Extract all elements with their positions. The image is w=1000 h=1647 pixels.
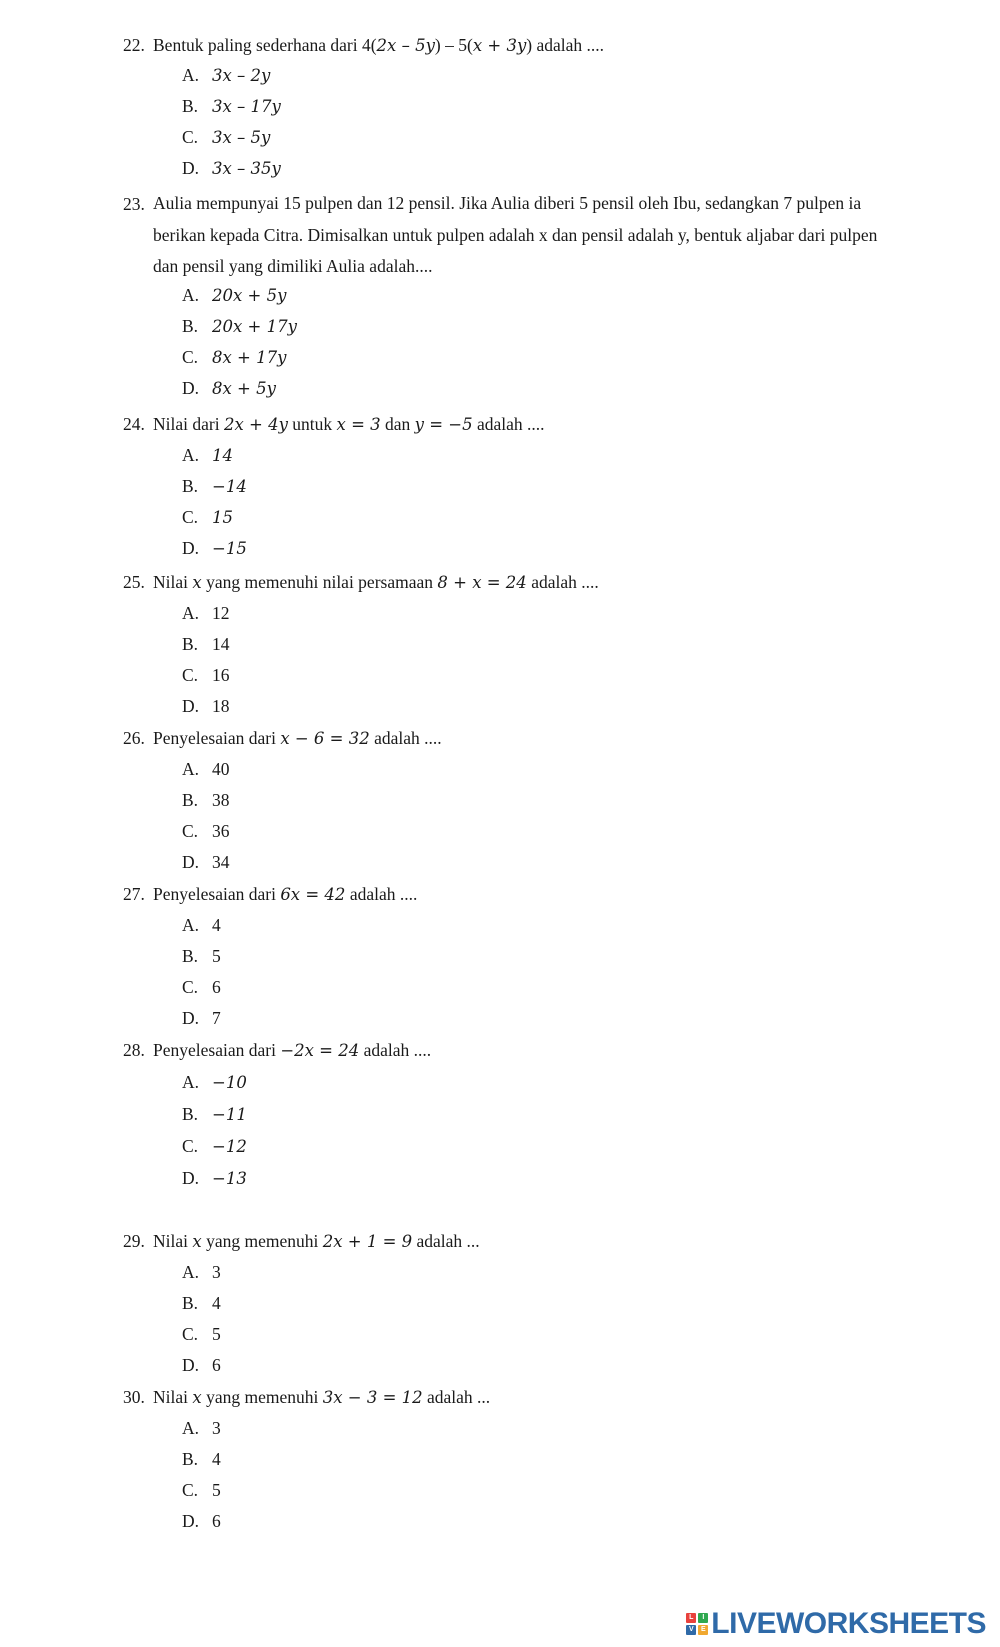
option-value: 16 xyxy=(212,665,230,685)
option-value: 15 xyxy=(212,508,233,527)
option-letter: B. xyxy=(182,1449,199,1469)
stem-math: 6x = 42 xyxy=(280,885,346,904)
option-letter: A. xyxy=(182,285,200,305)
logo-tile: L xyxy=(686,1613,696,1623)
option-letter: C. xyxy=(182,127,199,147)
question-27-stem xyxy=(153,883,417,906)
question-30-option-b[interactable] xyxy=(182,1448,221,1470)
logo-tile: I xyxy=(698,1613,708,1623)
question-29-stem xyxy=(153,1230,480,1253)
question-26-option-c[interactable] xyxy=(182,820,230,842)
question-30-option-d[interactable] xyxy=(182,1510,221,1532)
stem-text: adalah .... xyxy=(472,414,545,434)
question-25-option-a[interactable] xyxy=(182,602,230,624)
option-value: 18 xyxy=(212,696,230,716)
logo-tile: E xyxy=(698,1625,708,1635)
stem-text: Nilai xyxy=(153,1231,193,1251)
option-value: −15 xyxy=(212,539,247,558)
option-letter: D. xyxy=(182,696,200,716)
question-26-number: 26. xyxy=(123,728,145,748)
question-26-stem xyxy=(153,727,442,750)
option-value: 14 xyxy=(212,446,233,465)
option-letter: D. xyxy=(182,852,200,872)
option-value: 8x + 5y xyxy=(212,379,276,398)
option-letter: C. xyxy=(182,1480,199,1500)
option-letter: C. xyxy=(182,821,199,841)
option-value: 7 xyxy=(212,1008,221,1028)
question-28-number: 28. xyxy=(123,1040,145,1060)
option-letter: C. xyxy=(182,347,199,367)
option-value: 20x + 17y xyxy=(212,317,297,336)
stem-text: dan xyxy=(380,414,415,434)
question-29-option-d[interactable] xyxy=(182,1354,221,1376)
stem-math: x = 3 xyxy=(336,415,381,434)
option-letter: B. xyxy=(182,476,199,496)
stem-math: x xyxy=(192,573,202,592)
question-30-option-c[interactable] xyxy=(182,1479,221,1501)
question-28-stem xyxy=(153,1039,431,1062)
question-23-option-d[interactable] xyxy=(182,377,276,400)
question-27-option-a[interactable] xyxy=(182,914,221,936)
stem-text: ) – 5( xyxy=(434,35,473,55)
question-22-option-d[interactable] xyxy=(182,157,281,180)
question-30-number: 30. xyxy=(123,1387,145,1407)
option-letter: A. xyxy=(182,1418,200,1438)
question-27-option-b[interactable] xyxy=(182,945,221,967)
option-value: 6 xyxy=(212,1355,221,1375)
question-27-option-c[interactable] xyxy=(182,976,221,998)
question-25-option-b[interactable] xyxy=(182,633,230,655)
stem-text: ) adalah .... xyxy=(526,35,605,55)
question-23-stem: Aulia mempunyai 15 pulpen dan 12 pensil. Jika Aulia diberi 5 pensil oleh Ibu, sedangkan 7 pulpen ia berikan kepada Citra. Dimisalkan untuk pulpen adalah x dan pensil adalah y, bentuk aljabar dari pulpen dan pensil yang dimiliki Aulia adalah.... xyxy=(153,193,878,276)
stem-text: Penyelesaian dari xyxy=(153,1040,281,1060)
stem-math: 8 + x = 24 xyxy=(437,573,527,592)
stem-text: Nilai dari xyxy=(153,414,224,434)
option-letter: D. xyxy=(182,1511,200,1531)
option-value: 3 xyxy=(212,1418,221,1438)
option-letter: B. xyxy=(182,946,199,966)
stem-text: yang memenuhi xyxy=(201,1231,323,1251)
question-28-option-c[interactable] xyxy=(182,1135,247,1158)
option-letter: C. xyxy=(182,665,199,685)
question-23-option-b[interactable] xyxy=(182,315,297,338)
option-value: −10 xyxy=(212,1073,247,1092)
option-value: 5 xyxy=(212,946,221,966)
question-22-option-b[interactable] xyxy=(182,95,281,118)
logo-tile: V xyxy=(686,1625,696,1635)
option-letter: B. xyxy=(182,790,199,810)
stem-math: 2x + 4y xyxy=(223,415,288,434)
option-letter: A. xyxy=(182,445,200,465)
option-value: 3x – 17y xyxy=(212,97,281,116)
stem-text: Nilai xyxy=(153,1387,193,1407)
question-25-option-d[interactable] xyxy=(182,695,230,717)
option-letter: A. xyxy=(182,603,200,623)
question-27-number: 27. xyxy=(123,884,145,904)
option-value: 4 xyxy=(212,1449,221,1469)
question-24-option-b[interactable] xyxy=(182,475,247,498)
question-22-option-c[interactable] xyxy=(182,126,270,149)
option-letter: B. xyxy=(182,1293,199,1313)
stem-text: yang memenuhi xyxy=(201,1387,323,1407)
option-letter: D. xyxy=(182,538,200,558)
question-23-number: 23. xyxy=(123,194,145,214)
option-value: 20x + 5y xyxy=(212,286,287,305)
option-value: 12 xyxy=(212,603,230,623)
option-letter: A. xyxy=(182,65,200,85)
question-25-option-c[interactable] xyxy=(182,664,230,686)
option-letter: B. xyxy=(182,316,199,336)
question-22-stem xyxy=(153,34,604,57)
question-24-stem xyxy=(153,413,545,436)
question-29-option-a[interactable] xyxy=(182,1261,221,1283)
question-22-number: 22. xyxy=(123,35,145,55)
stem-text: Penyelesaian dari xyxy=(153,884,281,904)
option-letter: A. xyxy=(182,759,200,779)
question-22-option-a[interactable] xyxy=(182,64,270,87)
option-letter: B. xyxy=(182,96,199,116)
stem-math: −2x = 24 xyxy=(280,1041,360,1060)
question-24-option-a[interactable] xyxy=(182,444,233,467)
stem-text: yang memenuhi nilai persamaan xyxy=(201,572,438,592)
question-26-option-b[interactable] xyxy=(182,789,230,811)
option-letter: C. xyxy=(182,977,199,997)
option-letter: A. xyxy=(182,1072,200,1092)
option-value: 3x – 35y xyxy=(212,159,281,178)
option-letter: B. xyxy=(182,1104,199,1124)
stem-math: x xyxy=(192,1388,202,1407)
stem-math: 2x + 1 = 9 xyxy=(322,1232,413,1251)
option-letter: A. xyxy=(182,915,200,935)
option-value: 5 xyxy=(212,1480,221,1500)
option-value: 38 xyxy=(212,790,230,810)
option-letter: C. xyxy=(182,507,199,527)
option-letter: B. xyxy=(182,634,199,654)
question-25-stem xyxy=(153,571,599,594)
option-letter: D. xyxy=(182,1168,200,1188)
question-29-number: 29. xyxy=(123,1231,145,1251)
question-29-option-b[interactable] xyxy=(182,1292,221,1314)
option-value: 3 xyxy=(212,1262,221,1282)
option-letter: C. xyxy=(182,1324,199,1344)
stem-text: untuk xyxy=(287,414,337,434)
question-23-option-a[interactable] xyxy=(182,284,286,307)
stem-text: Bentuk paling sederhana dari 4( xyxy=(153,35,377,55)
option-value: 6 xyxy=(212,1511,221,1531)
stem-text: adalah ... xyxy=(422,1387,491,1407)
option-value: 14 xyxy=(212,634,230,654)
liveworksheets-logo[interactable] xyxy=(686,1609,986,1639)
option-value: 36 xyxy=(212,821,230,841)
stem-math: x + 3y xyxy=(472,36,527,55)
stem-text: adalah .... xyxy=(369,728,442,748)
option-letter: A. xyxy=(182,1262,200,1282)
option-value: 8x + 17y xyxy=(212,348,287,367)
option-letter: D. xyxy=(182,378,200,398)
option-value: 4 xyxy=(212,915,221,935)
option-value: −14 xyxy=(212,477,247,496)
option-value: 3x – 2y xyxy=(212,66,271,85)
question-26-option-d[interactable] xyxy=(182,851,230,873)
question-29-option-c[interactable] xyxy=(182,1323,221,1345)
option-letter: D. xyxy=(182,1355,200,1375)
question-25-number: 25. xyxy=(123,572,145,592)
question-30-option-a[interactable] xyxy=(182,1417,221,1439)
question-23-option-c[interactable] xyxy=(182,346,286,369)
option-value: 4 xyxy=(212,1293,221,1313)
question-24-number: 24. xyxy=(123,414,145,434)
stem-math: x xyxy=(192,1232,202,1251)
stem-text: adalah .... xyxy=(345,884,418,904)
option-value: −12 xyxy=(212,1137,247,1156)
option-value: 5 xyxy=(212,1324,221,1344)
question-24-option-c[interactable] xyxy=(182,506,233,529)
stem-text: Nilai xyxy=(153,572,193,592)
question-27-option-d[interactable] xyxy=(182,1007,221,1029)
question-26-option-a[interactable] xyxy=(182,758,230,780)
option-value: 6 xyxy=(212,977,221,997)
stem-math: y = −5 xyxy=(414,415,473,434)
stem-math: 3x − 3 = 12 xyxy=(322,1388,423,1407)
stem-text: Penyelesaian dari xyxy=(153,728,281,748)
option-value: 34 xyxy=(212,852,230,872)
question-28-option-b[interactable] xyxy=(182,1103,247,1126)
option-value: 40 xyxy=(212,759,230,779)
stem-text: adalah .... xyxy=(526,572,599,592)
option-letter: D. xyxy=(182,158,200,178)
question-24-option-d[interactable] xyxy=(182,537,247,560)
question-30-stem xyxy=(153,1386,490,1409)
stem-math: 2x – 5y xyxy=(376,36,435,55)
logo-icon xyxy=(686,1613,708,1635)
stem-text: adalah .... xyxy=(359,1040,432,1060)
logo-wordmark: LIVEWORKSHEETS xyxy=(711,1607,986,1640)
option-letter: C. xyxy=(182,1136,199,1156)
option-value: −11 xyxy=(212,1105,247,1124)
stem-math: x − 6 = 32 xyxy=(280,729,370,748)
option-value: −13 xyxy=(212,1169,247,1188)
question-28-option-a[interactable] xyxy=(182,1071,247,1094)
option-value: 3x – 5y xyxy=(212,128,271,147)
stem-text: adalah ... xyxy=(412,1231,480,1251)
option-letter: D. xyxy=(182,1008,200,1028)
question-28-option-d[interactable] xyxy=(182,1167,247,1190)
